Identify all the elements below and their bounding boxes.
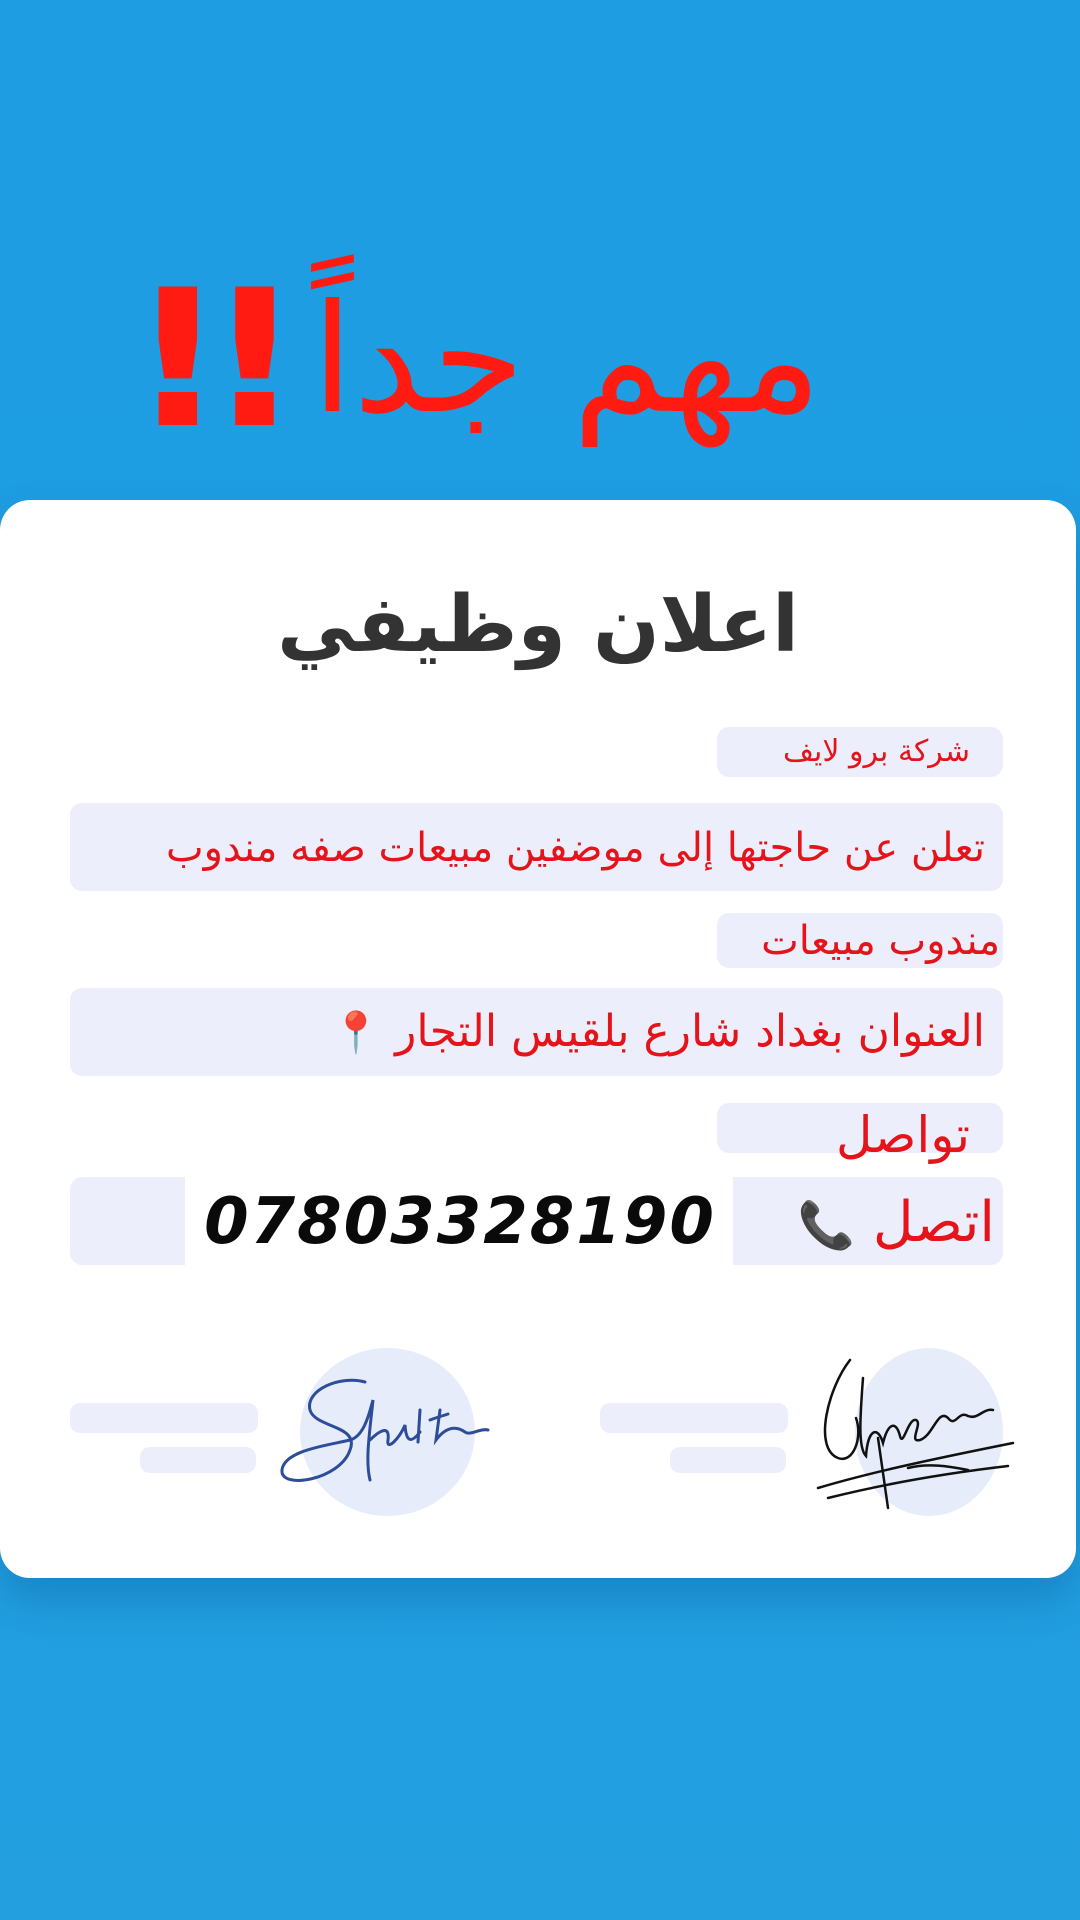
- address-row: [331, 1002, 985, 1063]
- card-title: اعلان وظيفي: [277, 580, 799, 670]
- signature-right: [808, 1348, 1023, 1518]
- phone-number[interactable]: 07803328190: [204, 1185, 716, 1259]
- exclamation-marks: !!: [128, 249, 282, 470]
- company-name: شركة برو لايف: [782, 734, 970, 769]
- signature-line-right-top: [600, 1403, 788, 1433]
- headline-text: مهم جداً: [311, 273, 822, 447]
- telephone-icon[interactable]: 📞: [797, 1198, 856, 1252]
- contact-label: تواصل: [836, 1106, 970, 1164]
- signature-left: [270, 1370, 510, 1500]
- pushpin-icon: 📍: [331, 1010, 382, 1056]
- position-text: مندوب مبيعات: [761, 918, 1000, 964]
- address-text: العنوان بغداد شارع بلقيس التجار: [395, 1006, 985, 1057]
- call-row: [798, 1188, 995, 1260]
- signature-line-left-bottom: [140, 1447, 256, 1473]
- signature-line-right-bottom: [670, 1447, 786, 1473]
- headline: [95, 230, 865, 490]
- announcement-text: تعلن عن حاجتها إلى موضفين مبيعات صفه مندوب: [165, 825, 985, 871]
- signature-line-left-top: [70, 1403, 258, 1433]
- call-label[interactable]: اتصل: [872, 1190, 995, 1255]
